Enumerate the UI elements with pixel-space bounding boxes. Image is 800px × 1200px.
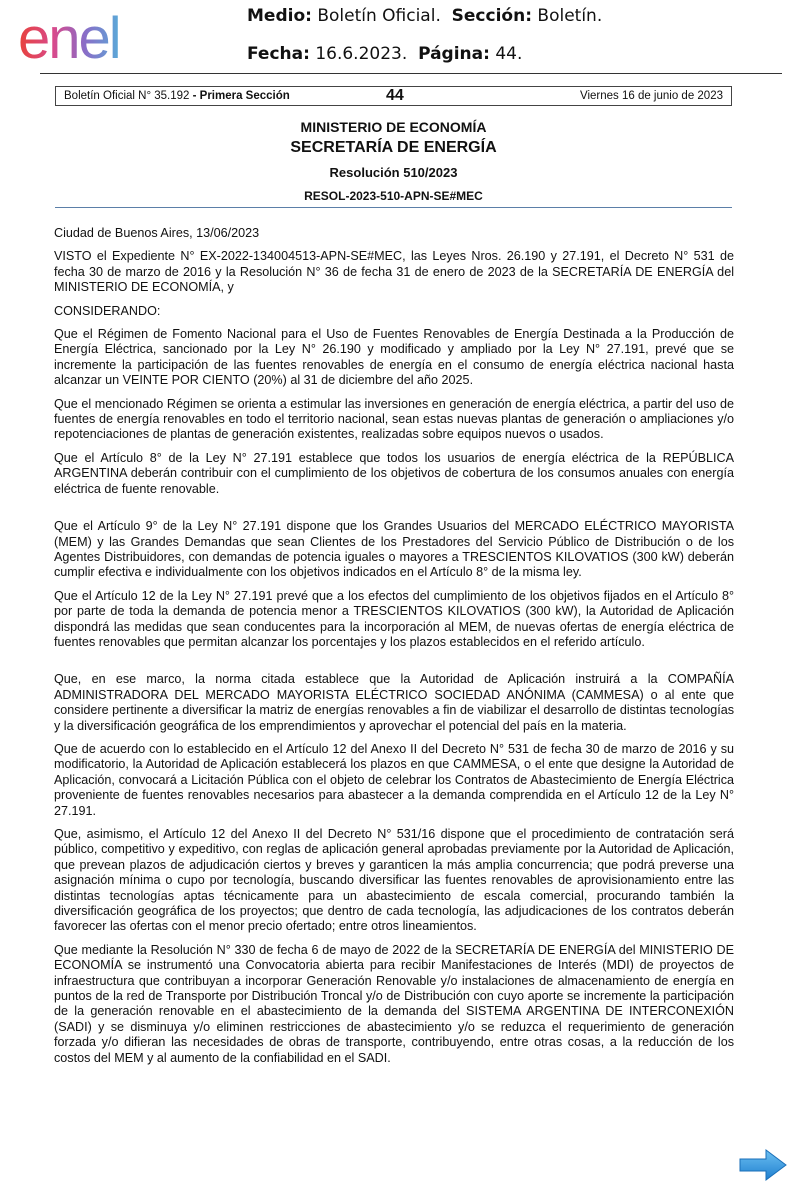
paragraph: CONSIDERANDO: [54, 303, 161, 318]
bulletin-header-bar [55, 86, 732, 106]
fecha-value: 16.6.2023. [315, 44, 408, 64]
enel-logo [18, 8, 180, 68]
source-meta-line [247, 6, 602, 26]
bulletin-section: - Primera Sección [192, 90, 290, 102]
secretariat-heading: SECRETARÍA DE ENERGÍA [290, 139, 497, 156]
medio-label: Medio: [247, 6, 312, 26]
paragraph: Que el Régimen de Fomento Nacional para el Uso de Fuentes Renovables de Energía Destinada a la Producción de Energía Eléctrica, sancionado por la Ley N° 26.190 y modificado y ampliado por la Ley N° 27.191, prevé que se incremente la participación de las fuentes renovables de energía en el consumo de energía eléctrica nacional hasta alcanzar un VEINTE POR CIENTO (20%) al 31 de diciembre del año 2025. [54, 327, 734, 388]
paragraph: Que el Artículo 9° de la Ley N° 27.191 dispone que los Grandes Usuarios del MERCADO ELÉCTRICO MAYORISTA (MEM) y las Grandes Demandas que sean Clientes de los Prestadores del Servicio Público de Distribución o de los Agentes Distribuidores, con demandas de potencia iguales o mayores a TRESCIENTOS KILOVATIOS (300 kW) deberán cumplir efectiva e individualmente con los objetivos indicados en el Artículo 8° de la misma ley. [54, 519, 734, 580]
paragraph: Ciudad de Buenos Aires, 13/06/2023 [54, 226, 260, 240]
bulletin-date: Viernes 16 de junio de 2023 [579, 90, 723, 102]
bulletin-page-number: 44 [386, 87, 404, 104]
resolution-heading: Resolución 510/2023 [329, 165, 458, 180]
ministry-heading: MINISTERIO DE ECONOMÍA [300, 119, 487, 135]
seccion-value: Boletín. [537, 6, 603, 26]
paragraph: Que, en ese marco, la norma citada establece que la Autoridad de Aplicación instruirá a la COMPAÑÍA ADMINISTRADORA DEL MERCADO MAYORISTA ELÉCTRICO SOCIEDAD ANÓNIMA (CAMMESA) o al ente que considere pertinente a diversificar la matriz de energías renovables a fin de viabilizar el desarrollo de distintas tecnologías y la diversificación geográfica de los emprendimientos y aprovechar el potencial del país en la materia. [54, 672, 734, 733]
pagina-value: 44. [495, 44, 523, 64]
next-page-arrow-icon[interactable] [738, 1148, 788, 1182]
fecha-label: Fecha: [247, 44, 310, 64]
paragraph: Que mediante la Resolución N° 330 de fecha 6 de mayo de 2022 de la SECRETARÍA DE ENERGÍA del MINISTERIO DE ECONOMÍA se instrumentó una Convocatoria abierta para recibir Manifestaciones de Interés (MDI) de proyectos de infraestructura que contribuyan a incorporar Generación Renovable y/o instalaciones de almacenamiento de energía en puntos de la red de Transporte por Distribución Troncal y/o de Distribución con cuyo aporte se incremente la participación de la generación renovable en el abastecimiento de la demanda del SISTEMA ARGENTINA DE INTERCONEXIÓN (SADI) y se disminuya y/o eliminen restricciones de abastecimiento y/o se reduzca el requerimiento de generación forzada y/o difieran las necesidades de obras de transporte, contribuyendo, entre otras cosas, a la reducción de los costos del MEM y al aumento de la confiabilidad en el SADI. [54, 942, 734, 1065]
date-meta-line [247, 44, 522, 64]
heading-divider [55, 207, 732, 208]
resolution-code: RESOL-2023-510-APN-SE#MEC [304, 189, 483, 203]
bulletin-name: Boletín Oficial N° 35.192 - Primera Sección [64, 90, 290, 102]
paragraph: Que, asimismo, el Artículo 12 del Anexo II del Decreto N° 531/16 dispone que el procedimiento de contratación será público, competitivo y expeditivo, con reglas de aplicación general aprobadas previamente por la Autoridad de Aplicación, que prevean plazos de adjudicación ciertos y breves y garanticen la más amplia concurrencia; que podrá preverse una asignación mínima o cupo por tecnología, buscando diversificar las fuentes renovables de aprovisionamiento entre las distintas tecnologías aptas técnicamente para un abastecimiento de escala comercial, procurando también la diversificación geográfica de los proyectos; que dentro de cada tecnología, las adjudicaciones de los contratos deberán favorecer las ofertas con el menor precio ofertado; entre otros lineamientos. [54, 827, 734, 934]
svg-text:enel: enel [18, 8, 120, 68]
document-body [54, 226, 734, 1074]
pagina-label: Página: [418, 44, 490, 64]
paragraph: Que de acuerdo con lo establecido en el Artículo 12 del Anexo II del Decreto N° 531 de fecha 30 de marzo de 2016 y su modificatorio, la Autoridad de Aplicación establecerá los plazos en que CAMMESA, o el ente que designe la Autoridad de Aplicación, convocará a Licitación Pública con el objeto de celebrar los Contratos de Abastecimiento de Energía Eléctrica proveniente de fuentes renovables necesarios para abastecer a la demanda comprendida en el Artículo 12 de la Ley N° 27.191. [54, 741, 734, 818]
header-divider [40, 73, 782, 74]
paragraph: Que el Artículo 12 de la Ley N° 27.191 prevé que a los efectos del cumplimiento de los objetivos fijados en el Artículo 8° por parte de toda la demanda de potencia menor a TRESCIENTOS KILOVATIOS (300 kW), la Autoridad de Aplicación dispondrá las medidas que sean conducentes para la incorporación al MEM, de nuevas ofertas de energía eléctrica de fuentes renovables que permitan alcanzar los porcentajes y los plazos establecidos en el referido artículo. [54, 588, 734, 649]
seccion-label: Sección: [451, 6, 532, 26]
medio-value: Boletín Oficial. [317, 6, 441, 26]
paragraph: VISTO el Expediente N° EX-2022-134004513-APN-SE#MEC, las Leyes Nros. 26.190 y 27.191, el Decreto N° 531 de fecha 30 de marzo de 2016 y la Resolución N° 36 de fecha 31 de enero de 2023 de la SECRETARÍA DE ENERGÍA del MINISTERIO DE ECONOMÍA, y [54, 249, 734, 295]
paragraph: Que el mencionado Régimen se orienta a estimular las inversiones en generación de energía eléctrica, a partir del uso de fuentes de energía renovables en todo el territorio nacional, sean estas nuevas plantas de generación o ampliaciones y/o repotenciaciones de plantas de generación existentes, realizadas sobre equipos nuevos o usados. [54, 396, 734, 442]
paragraph: Que el Artículo 8° de la Ley N° 27.191 establece que todos los usuarios de energía eléctrica de la REPÚBLICA ARGENTINA deberán contribuir con el cumplimiento de los objetivos de cobertura de los consumos anuales con energía eléctrica de fuente renovable. [54, 450, 734, 496]
